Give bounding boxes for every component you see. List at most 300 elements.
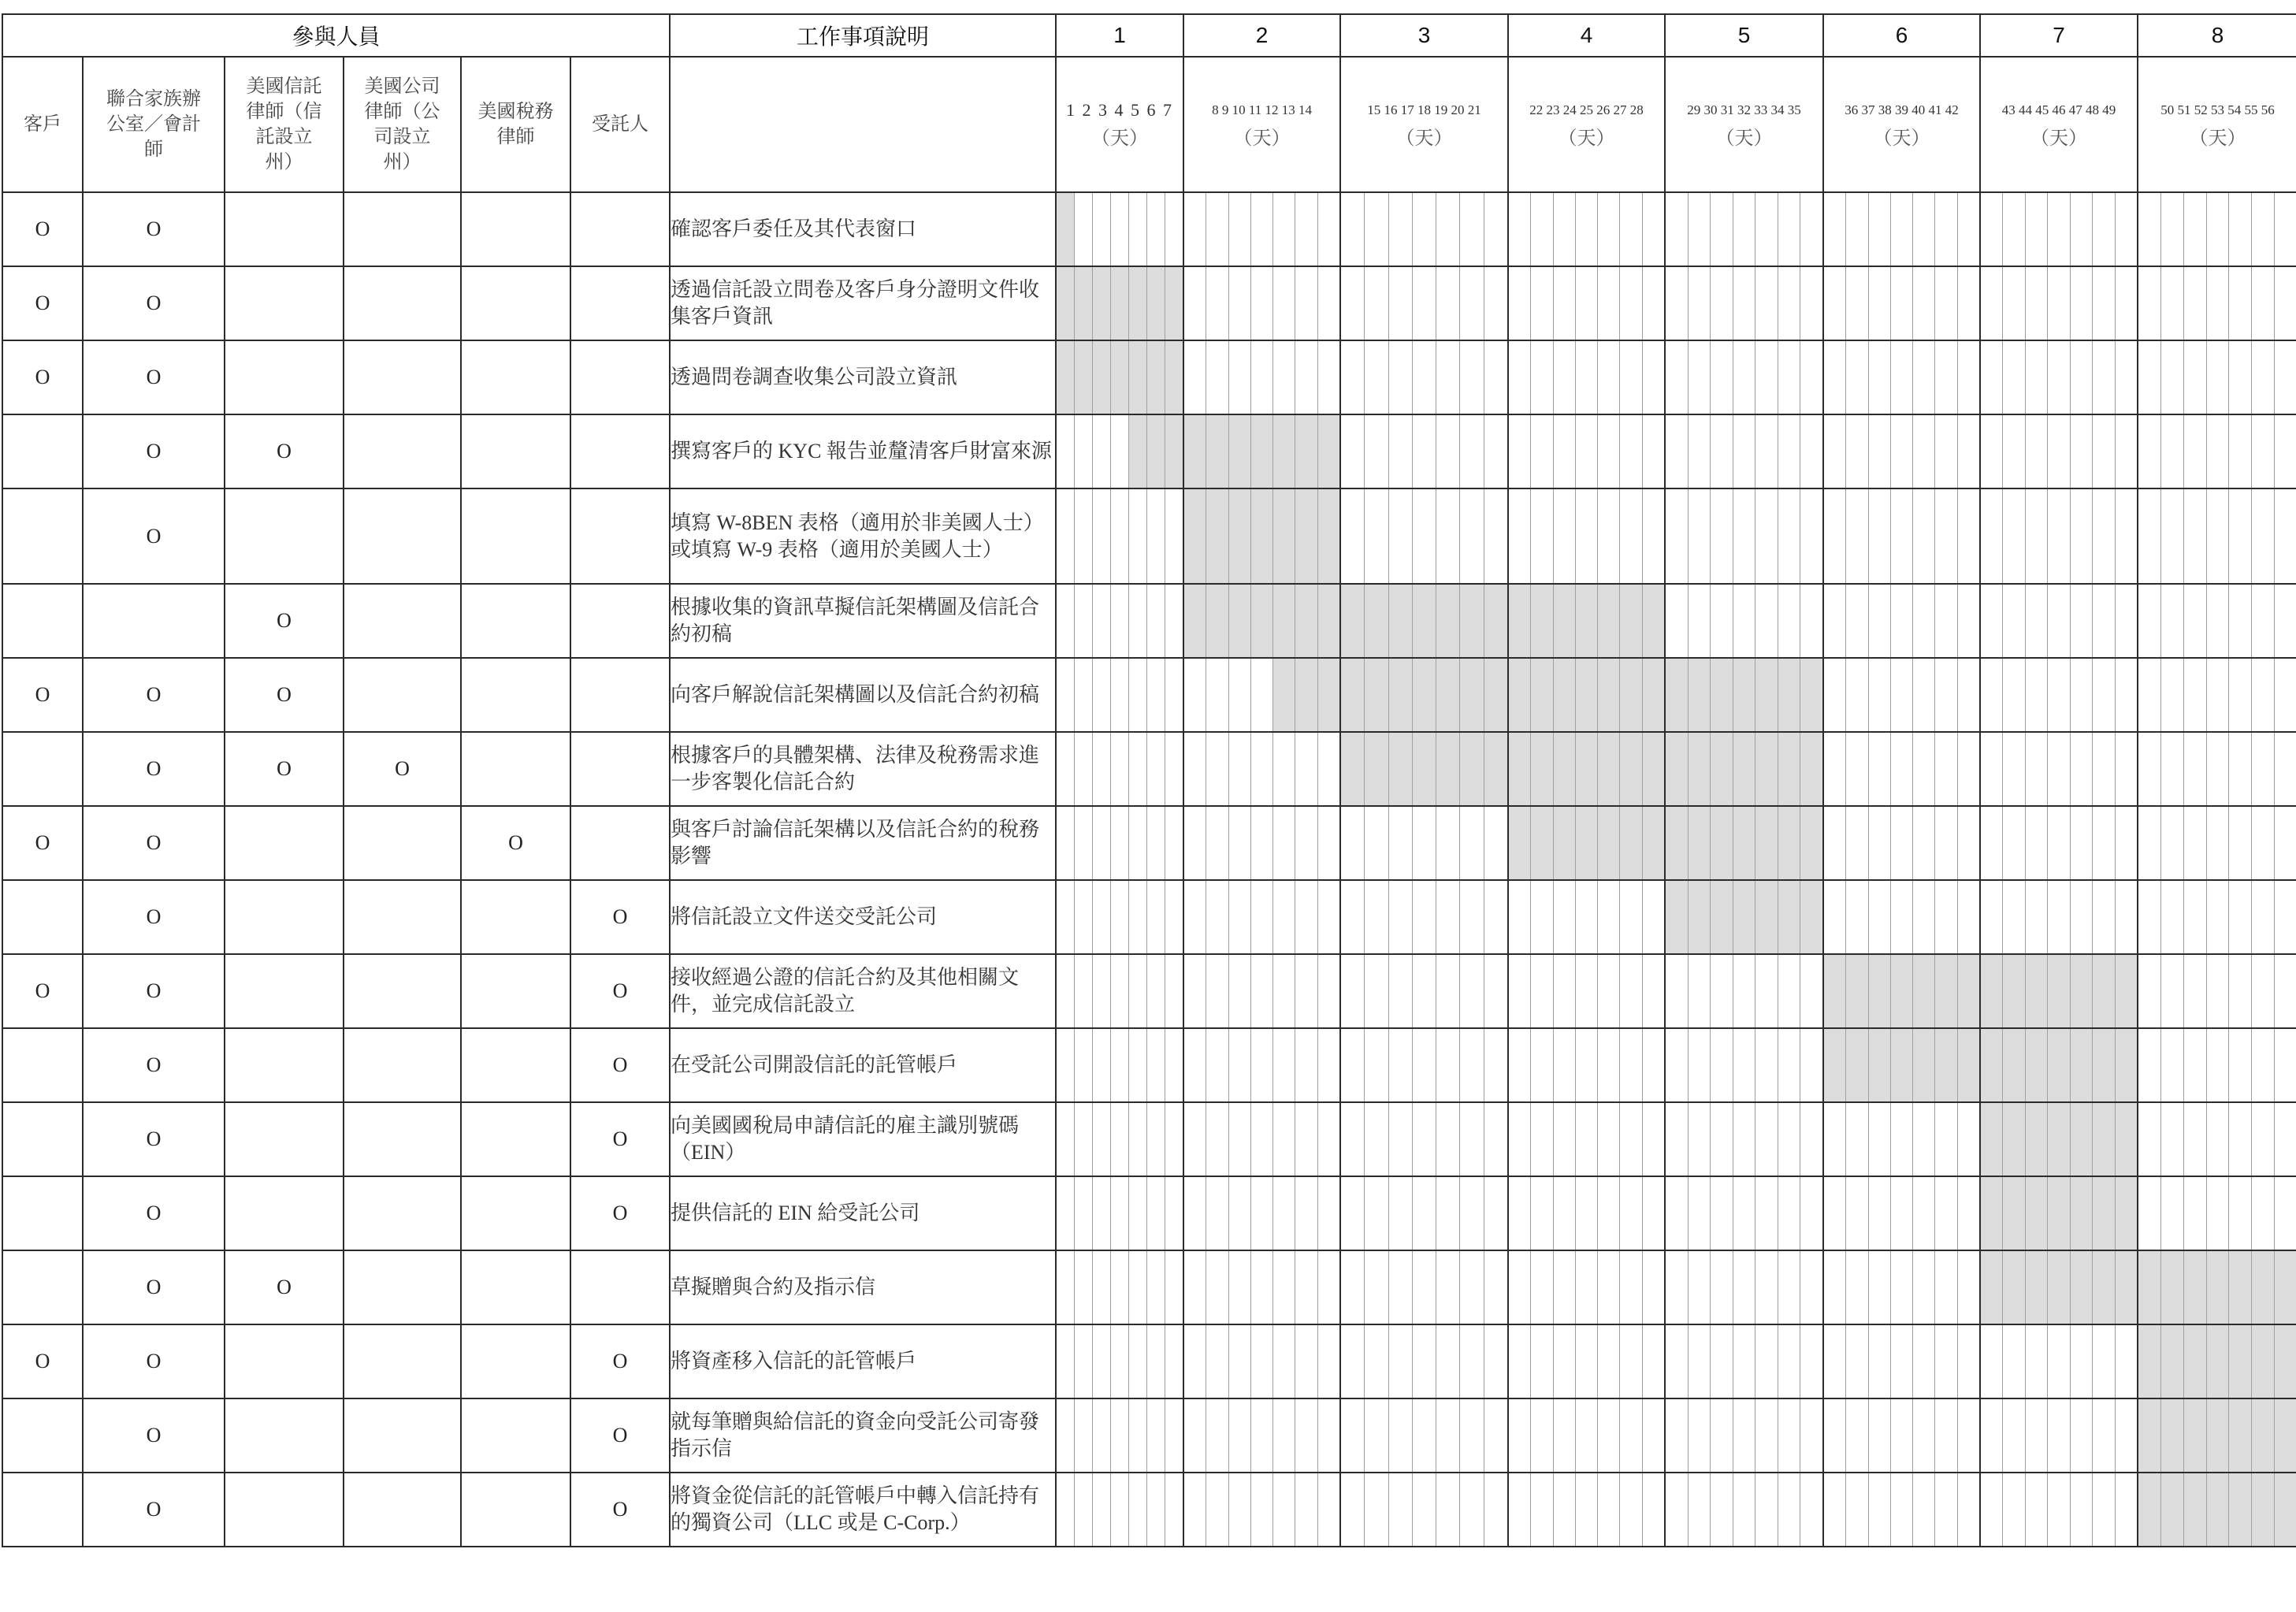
scheduled-day-bar bbox=[1412, 659, 1436, 731]
day-cell bbox=[1642, 1473, 1664, 1546]
day-cell bbox=[2274, 585, 2296, 657]
role-mark-cell bbox=[461, 1176, 570, 1250]
day-cell bbox=[2138, 489, 2160, 583]
day-cell bbox=[1436, 1103, 1459, 1176]
day-cell bbox=[1642, 1399, 1664, 1472]
scheduled-day-bar bbox=[1317, 585, 1339, 657]
role-mark-cell: O bbox=[2, 1324, 83, 1398]
day-cell bbox=[1317, 733, 1339, 805]
day-cell bbox=[2092, 1399, 2114, 1472]
day-cell bbox=[1206, 955, 1228, 1027]
day-cell bbox=[1688, 1473, 1711, 1546]
day-cell bbox=[1341, 881, 1364, 953]
day-cell bbox=[1957, 659, 1979, 731]
day-grid bbox=[1184, 659, 1339, 731]
scheduled-day-bar bbox=[1146, 415, 1165, 488]
week-cell bbox=[1340, 192, 1508, 266]
week-cell bbox=[1183, 658, 1340, 732]
scheduled-day-bar bbox=[2251, 1251, 2274, 1324]
day-cell bbox=[2025, 807, 2047, 879]
day-cell bbox=[1128, 807, 1146, 879]
week-cell bbox=[1823, 1398, 1980, 1473]
week-unit: （天） bbox=[2189, 128, 2246, 149]
role-mark-cell: O bbox=[83, 192, 225, 266]
day-cell bbox=[1755, 341, 1778, 414]
day-cell bbox=[1890, 807, 1912, 879]
day-cell bbox=[1733, 1103, 1755, 1176]
day-grid bbox=[1509, 415, 1664, 488]
week-cell bbox=[2138, 488, 2296, 584]
day-cell bbox=[1733, 1325, 1755, 1398]
scheduled-day-bar bbox=[1597, 807, 1619, 879]
role-mark-cell bbox=[2, 732, 83, 806]
day-cell bbox=[1128, 193, 1146, 266]
day-cell bbox=[1146, 193, 1165, 266]
day-cell bbox=[1710, 1399, 1733, 1472]
day-cell bbox=[2228, 1177, 2251, 1250]
role-mark-cell bbox=[344, 1102, 461, 1176]
day-cell bbox=[1890, 1325, 1912, 1398]
day-cell bbox=[1092, 1325, 1110, 1398]
week-cell bbox=[1980, 266, 2138, 340]
day-cell bbox=[1619, 881, 1641, 953]
day-cell bbox=[1824, 659, 1845, 731]
day-cell bbox=[2206, 267, 2229, 340]
day-cell bbox=[2274, 881, 2296, 953]
day-grid bbox=[1509, 1399, 1664, 1472]
week-cell bbox=[1056, 1028, 1183, 1102]
day-cell bbox=[2228, 881, 2251, 953]
day-cell bbox=[1110, 1177, 1128, 1250]
day-cell bbox=[1957, 489, 1979, 583]
day-cell bbox=[2138, 659, 2160, 731]
scheduled-day-bar bbox=[1688, 807, 1711, 879]
day-cell bbox=[1934, 807, 1956, 879]
role-mark-cell bbox=[570, 192, 670, 266]
role-mark-cell: O bbox=[461, 806, 570, 880]
day-cell bbox=[1619, 193, 1641, 266]
day-cell bbox=[2228, 489, 2251, 583]
week-cell bbox=[1980, 1324, 2138, 1398]
scheduled-day-bar bbox=[1092, 341, 1110, 414]
day-cell bbox=[1364, 1251, 1388, 1324]
task-description: 透過問卷調查收集公司設立資訊 bbox=[670, 340, 1056, 414]
week-days: 29 30 31 32 33 34 35 bbox=[1687, 102, 1801, 117]
week-cell bbox=[1183, 584, 1340, 658]
scheduled-day-bar bbox=[2070, 1177, 2092, 1250]
day-cell bbox=[1341, 1103, 1364, 1176]
day-cell bbox=[1981, 659, 2002, 731]
scheduled-day-bar bbox=[2092, 1177, 2114, 1250]
week-cell bbox=[1823, 658, 1980, 732]
role-mark-cell bbox=[344, 1398, 461, 1473]
week-cell bbox=[1340, 806, 1508, 880]
day-cell bbox=[1912, 807, 1934, 879]
day-cell bbox=[1128, 733, 1146, 805]
day-cell bbox=[2138, 733, 2160, 805]
role-mark-cell bbox=[2, 1176, 83, 1250]
day-cell bbox=[1341, 1177, 1364, 1250]
day-grid bbox=[1341, 1473, 1507, 1546]
day-cell bbox=[2092, 1473, 2114, 1546]
task-row bbox=[2, 488, 2296, 584]
week-header: 5 bbox=[1665, 14, 1823, 57]
scheduled-day-bar bbox=[2160, 1251, 2183, 1324]
day-cell bbox=[1484, 415, 1507, 488]
day-cell bbox=[1912, 1251, 1934, 1324]
day-cell bbox=[1957, 1473, 1979, 1546]
task-description: 撰寫客戶的 KYC 報告並釐清客戶財富來源 bbox=[670, 414, 1056, 488]
day-grid bbox=[1184, 585, 1339, 657]
day-grid bbox=[1824, 267, 1979, 340]
day-cell bbox=[1146, 733, 1165, 805]
day-cell bbox=[1530, 1103, 1552, 1176]
day-cell bbox=[1165, 489, 1183, 583]
scheduled-day-bar bbox=[1619, 659, 1641, 731]
day-cell bbox=[1165, 733, 1183, 805]
day-grid bbox=[1824, 733, 1979, 805]
day-cell bbox=[1228, 659, 1250, 731]
day-cell bbox=[1074, 733, 1092, 805]
day-cell bbox=[1388, 881, 1412, 953]
day-cell bbox=[1146, 1473, 1165, 1546]
day-cell bbox=[1912, 881, 1934, 953]
scheduled-day-bar bbox=[1272, 585, 1295, 657]
role-mark-cell bbox=[2, 880, 83, 954]
day-cell bbox=[1074, 955, 1092, 1027]
day-cell bbox=[1553, 415, 1575, 488]
day-cell bbox=[1710, 341, 1733, 414]
day-cell bbox=[1845, 881, 1867, 953]
scheduled-day-bar bbox=[2002, 1029, 2024, 1101]
day-cell bbox=[2002, 415, 2024, 488]
day-cell bbox=[2160, 193, 2183, 266]
day-grid bbox=[1057, 1325, 1183, 1398]
day-cell bbox=[2206, 955, 2229, 1027]
role-mark-cell bbox=[225, 192, 344, 266]
day-cell bbox=[1800, 585, 1822, 657]
day-cell bbox=[1317, 341, 1339, 414]
day-cell bbox=[1688, 1029, 1711, 1101]
day-cell bbox=[1184, 955, 1206, 1027]
role-mark-cell bbox=[461, 488, 570, 584]
day-cell bbox=[1295, 1103, 1317, 1176]
day-cell bbox=[1509, 881, 1530, 953]
scheduled-day-bar bbox=[2160, 1473, 2183, 1546]
day-grid bbox=[2138, 733, 2296, 805]
day-cell bbox=[1575, 1325, 1597, 1398]
day-cell bbox=[1733, 193, 1755, 266]
day-cell bbox=[1412, 489, 1436, 583]
scheduled-day-bar bbox=[2092, 1251, 2114, 1324]
day-cell bbox=[1057, 1399, 1074, 1472]
day-cell bbox=[1128, 1103, 1146, 1176]
day-cell bbox=[1074, 659, 1092, 731]
scheduled-day-bar bbox=[2274, 1399, 2296, 1472]
week-unit: （天） bbox=[1558, 128, 1615, 149]
day-cell bbox=[2047, 1399, 2069, 1472]
day-grid bbox=[1981, 341, 2137, 414]
day-cell bbox=[1824, 1177, 1845, 1250]
day-cell bbox=[1957, 1399, 1979, 1472]
scheduled-day-bar bbox=[1341, 733, 1364, 805]
role-mark-cell bbox=[344, 584, 461, 658]
day-cell bbox=[1868, 807, 1890, 879]
day-cell bbox=[1868, 659, 1890, 731]
day-cell bbox=[2047, 807, 2069, 879]
role-mark-cell: O bbox=[83, 1102, 225, 1176]
scheduled-day-bar bbox=[1317, 415, 1339, 488]
day-cell bbox=[1057, 1473, 1074, 1546]
scheduled-day-bar bbox=[1074, 267, 1092, 340]
scheduled-day-bar bbox=[1250, 585, 1272, 657]
day-cell bbox=[1364, 1399, 1388, 1472]
day-cell bbox=[1295, 1251, 1317, 1324]
day-cell bbox=[1845, 341, 1867, 414]
day-cell bbox=[2183, 733, 2206, 805]
day-cell bbox=[1912, 733, 1934, 805]
scheduled-day-bar bbox=[1868, 955, 1890, 1027]
week-cell bbox=[2138, 806, 2296, 880]
day-cell bbox=[1228, 955, 1250, 1027]
day-cell bbox=[1057, 1251, 1074, 1324]
day-cell bbox=[1484, 1399, 1507, 1472]
day-cell bbox=[1484, 881, 1507, 953]
day-grid bbox=[1057, 341, 1183, 414]
week-cell bbox=[1340, 488, 1508, 584]
role-mark-cell bbox=[2, 584, 83, 658]
role-mark-cell: O bbox=[570, 1324, 670, 1398]
day-grid bbox=[2138, 1103, 2296, 1176]
day-cell bbox=[1824, 193, 1845, 266]
day-cell bbox=[1710, 1177, 1733, 1250]
day-cell bbox=[1412, 1399, 1436, 1472]
day-grid bbox=[1824, 1177, 1979, 1250]
day-cell bbox=[1341, 1399, 1364, 1472]
day-cell bbox=[1388, 1325, 1412, 1398]
day-cell bbox=[1184, 1325, 1206, 1398]
day-grid bbox=[1666, 1473, 1822, 1546]
day-cell bbox=[2002, 807, 2024, 879]
day-cell bbox=[1228, 1029, 1250, 1101]
scheduled-day-bar bbox=[1800, 733, 1822, 805]
day-cell bbox=[1890, 659, 1912, 731]
day-grid bbox=[1184, 955, 1339, 1027]
day-grid bbox=[1184, 1177, 1339, 1250]
day-cell bbox=[1184, 1251, 1206, 1324]
day-cell bbox=[1619, 1399, 1641, 1472]
day-cell bbox=[1364, 193, 1388, 266]
role-mark-cell: O bbox=[2, 340, 83, 414]
day-cell bbox=[1484, 1251, 1507, 1324]
day-cell bbox=[1710, 1103, 1733, 1176]
task-row bbox=[2, 1473, 2296, 1547]
day-cell bbox=[1272, 733, 1295, 805]
scheduled-day-bar bbox=[1912, 1029, 1934, 1101]
day-cell bbox=[2160, 585, 2183, 657]
day-cell bbox=[2206, 585, 2229, 657]
task-row bbox=[2, 266, 2296, 340]
role-mark-cell: O bbox=[83, 488, 225, 584]
scheduled-day-bar bbox=[2251, 1399, 2274, 1472]
week-days: 43 44 45 46 47 48 49 bbox=[2001, 102, 2116, 117]
day-cell bbox=[1642, 1251, 1664, 1324]
day-cell bbox=[1642, 1029, 1664, 1101]
day-cell bbox=[1868, 881, 1890, 953]
day-cell bbox=[1459, 1325, 1483, 1398]
scheduled-day-bar bbox=[2251, 1473, 2274, 1546]
day-cell bbox=[1295, 341, 1317, 414]
scheduled-day-bar bbox=[1128, 415, 1146, 488]
day-cell bbox=[1228, 1177, 1250, 1250]
day-cell bbox=[2115, 659, 2137, 731]
week-cell bbox=[1980, 340, 2138, 414]
week-cell bbox=[1980, 732, 2138, 806]
day-cell bbox=[1733, 1177, 1755, 1250]
scheduled-day-bar bbox=[2206, 1473, 2229, 1546]
day-cell bbox=[1733, 1251, 1755, 1324]
day-cell bbox=[1128, 489, 1146, 583]
day-cell bbox=[1250, 341, 1272, 414]
week-cell bbox=[1508, 1324, 1665, 1398]
day-cell bbox=[1459, 193, 1483, 266]
scheduled-day-bar bbox=[2115, 1103, 2137, 1176]
task-subheader-blank bbox=[670, 57, 1056, 192]
day-cell bbox=[2115, 415, 2137, 488]
day-cell bbox=[1228, 341, 1250, 414]
day-cell bbox=[1845, 807, 1867, 879]
week-unit: （天） bbox=[1715, 128, 1773, 149]
day-grid bbox=[1341, 267, 1507, 340]
day-cell bbox=[1778, 955, 1800, 1027]
day-grid bbox=[1057, 659, 1183, 731]
day-cell bbox=[1845, 733, 1867, 805]
day-cell bbox=[1436, 489, 1459, 583]
day-cell bbox=[2274, 193, 2296, 266]
week-cell bbox=[1823, 954, 1980, 1028]
day-grid bbox=[1824, 489, 1979, 583]
scheduled-day-bar bbox=[1272, 489, 1295, 583]
day-cell bbox=[1074, 1177, 1092, 1250]
role-mark-cell bbox=[461, 954, 570, 1028]
scheduled-day-bar bbox=[1642, 659, 1664, 731]
day-cell bbox=[1250, 1325, 1272, 1398]
day-cell bbox=[2002, 193, 2024, 266]
role-mark-cell bbox=[344, 880, 461, 954]
role-mark-cell: O bbox=[83, 1398, 225, 1473]
role-mark-cell: O bbox=[83, 658, 225, 732]
day-grid bbox=[1341, 807, 1507, 879]
week-cell bbox=[1183, 1176, 1340, 1250]
day-grid bbox=[2138, 955, 2296, 1027]
day-cell bbox=[2025, 341, 2047, 414]
day-cell bbox=[1957, 415, 1979, 488]
day-grid bbox=[1824, 659, 1979, 731]
scheduled-day-bar bbox=[1710, 881, 1733, 953]
scheduled-day-bar bbox=[1057, 267, 1074, 340]
day-cell bbox=[1509, 193, 1530, 266]
scheduled-day-bar bbox=[1597, 585, 1619, 657]
role-mark-cell bbox=[225, 806, 344, 880]
day-cell bbox=[2115, 489, 2137, 583]
day-cell bbox=[1553, 1103, 1575, 1176]
day-grid bbox=[1824, 193, 1979, 266]
day-cell bbox=[1165, 1399, 1183, 1472]
role-mark-cell bbox=[2, 1250, 83, 1324]
scheduled-day-bar bbox=[1575, 733, 1597, 805]
week-cell bbox=[1665, 1176, 1823, 1250]
day-cell bbox=[1710, 585, 1733, 657]
role-mark-cell: O bbox=[570, 1398, 670, 1473]
day-cell bbox=[1412, 881, 1436, 953]
scheduled-day-bar bbox=[1388, 733, 1412, 805]
day-cell bbox=[1845, 1251, 1867, 1324]
day-cell bbox=[1165, 955, 1183, 1027]
day-cell bbox=[1295, 881, 1317, 953]
day-cell bbox=[1912, 1473, 1934, 1546]
day-cell bbox=[2160, 267, 2183, 340]
scheduled-day-bar bbox=[1824, 1029, 1845, 1101]
day-cell bbox=[1553, 489, 1575, 583]
day-cell bbox=[2115, 585, 2137, 657]
day-grid bbox=[1981, 415, 2137, 488]
day-cell bbox=[1934, 267, 1956, 340]
day-grid bbox=[1341, 1399, 1507, 1472]
scheduled-day-bar bbox=[2025, 1029, 2047, 1101]
week-cell bbox=[2138, 732, 2296, 806]
day-grid bbox=[1666, 955, 1822, 1027]
day-cell bbox=[1778, 1029, 1800, 1101]
day-cell bbox=[1981, 881, 2002, 953]
scheduled-day-bar bbox=[2070, 1251, 2092, 1324]
week-cell bbox=[2138, 1176, 2296, 1250]
week-cell bbox=[2138, 954, 2296, 1028]
day-cell bbox=[1509, 415, 1530, 488]
scheduled-day-bar bbox=[2206, 1399, 2229, 1472]
day-cell bbox=[1553, 1251, 1575, 1324]
day-cell bbox=[1228, 733, 1250, 805]
day-cell bbox=[1530, 193, 1552, 266]
day-cell bbox=[1778, 267, 1800, 340]
day-cell bbox=[1845, 585, 1867, 657]
week-cell bbox=[1056, 806, 1183, 880]
week-cell bbox=[1980, 1176, 2138, 1250]
day-cell bbox=[1317, 955, 1339, 1027]
day-cell bbox=[2070, 881, 2092, 953]
day-cell bbox=[1642, 1177, 1664, 1250]
day-cell bbox=[1755, 1399, 1778, 1472]
role-mark-cell: O bbox=[83, 1473, 225, 1547]
scheduled-day-bar bbox=[1530, 807, 1552, 879]
day-cell bbox=[2206, 1029, 2229, 1101]
day-cell bbox=[1619, 1473, 1641, 1546]
day-cell bbox=[2092, 733, 2114, 805]
week-days: 36 37 38 39 40 41 42 bbox=[1845, 102, 1959, 117]
role-mark-cell: O bbox=[83, 1250, 225, 1324]
scheduled-day-bar bbox=[1575, 659, 1597, 731]
week-cell bbox=[1665, 806, 1823, 880]
day-cell bbox=[2274, 489, 2296, 583]
day-cell bbox=[1755, 1177, 1778, 1250]
day-cell bbox=[2160, 659, 2183, 731]
day-grid bbox=[1666, 415, 1822, 488]
task-row bbox=[2, 584, 2296, 658]
scheduled-day-bar bbox=[1733, 733, 1755, 805]
task-description: 將信託設立文件送交受託公司 bbox=[670, 880, 1056, 954]
day-cell bbox=[1412, 1029, 1436, 1101]
day-cell bbox=[1206, 1399, 1228, 1472]
role-header: 受託人 bbox=[570, 57, 670, 192]
